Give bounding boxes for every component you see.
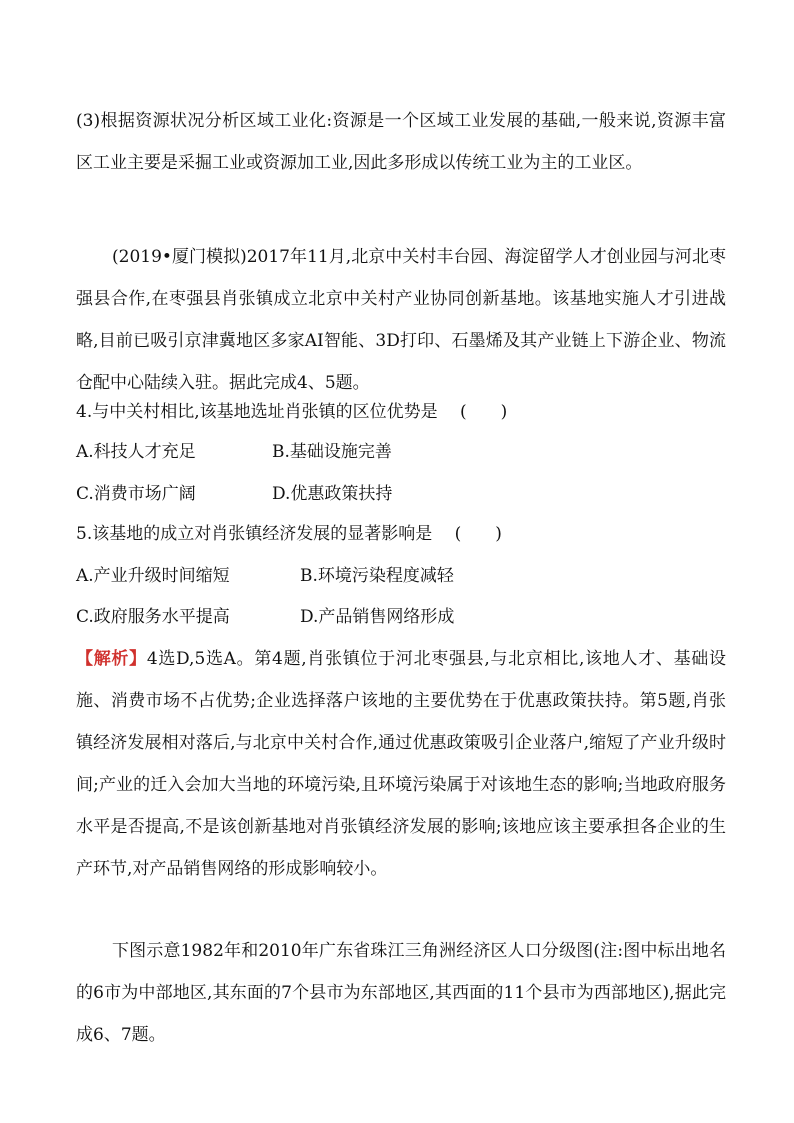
analysis-text: 4选D,5选A。第4题,肖张镇位于河北枣强县,与北京相比,该地人才、基础设施、消费市场不占优势;企业选择落户该地的主要优势在于优惠政策扶持。第5题,肖张镇经济发展相对落后,与北京中关村合作,通过优惠政策吸引企业落户,缩短了产业升级时间;产业的迁入会加大当地的环境污染,且环境污染属于对该地生态的影响;当地政府服务水平是否提高,不是该创新基地对肖张镇经济发展的影响;该地应该主要承担各企业的生产环节,对产品销售网络的形成影响较小。 (76, 649, 726, 879)
paragraph-zhongguancun-base: (2019•厦门模拟)2017年11月,北京中关村丰台园、海淀留学人才创业园与河北枣强县合作,在枣强县肖张镇成立北京中关村产业协同创新基地。该基地实施人才引进战略,目前已吸引京津冀地区多家AI智能、3D打印、石墨烯及其产业链上下游企业、物流仓配中心陆续入驻。据此完成4、5题。 (76, 247, 726, 393)
paragraph-pearl-river-delta: 下图示意1982年和2010年广东省珠江三角洲经济区人口分级图(注:图中标出地名的6市为中部地区,其东面的7个县市为东部地区,其西面的11个县市为西部地区),据此完成6、7题。 (76, 941, 726, 1045)
analysis-tag: 【解析】 (76, 649, 147, 669)
question-4-option-d: D.优惠政策扶持 (272, 484, 393, 504)
paragraph-resource-industrialization: (3)根据资源状况分析区域工业化:资源是一个区域工业发展的基础,一般来说,资源丰富区工业主要是采掘工业或资源加工业,因此多形成以传统工业为主的工业区。 (76, 111, 726, 173)
question-5-option-d: D.产品销售网络形成 (300, 607, 455, 627)
question-4-stem: 4.与中关村相比,该基地选址肖张镇的区位优势是 ( ) (76, 402, 508, 422)
question-4-option-c: C.消费市场广阔 (76, 484, 196, 504)
question-5-option-c: C.政府服务水平提高 (76, 607, 230, 627)
question-4-option-b: B.基础设施完善 (272, 442, 392, 462)
analysis-paragraph (76, 638, 726, 890)
question-5-option-a: A.产业升级时间缩短 (76, 566, 230, 586)
question-4-option-a: A.科技人才充足 (76, 442, 196, 462)
question-5-option-b: B.环境污染程度减轻 (300, 566, 454, 586)
question-5-stem: 5.该基地的成立对肖张镇经济发展的显著影响是 ( ) (76, 524, 502, 544)
